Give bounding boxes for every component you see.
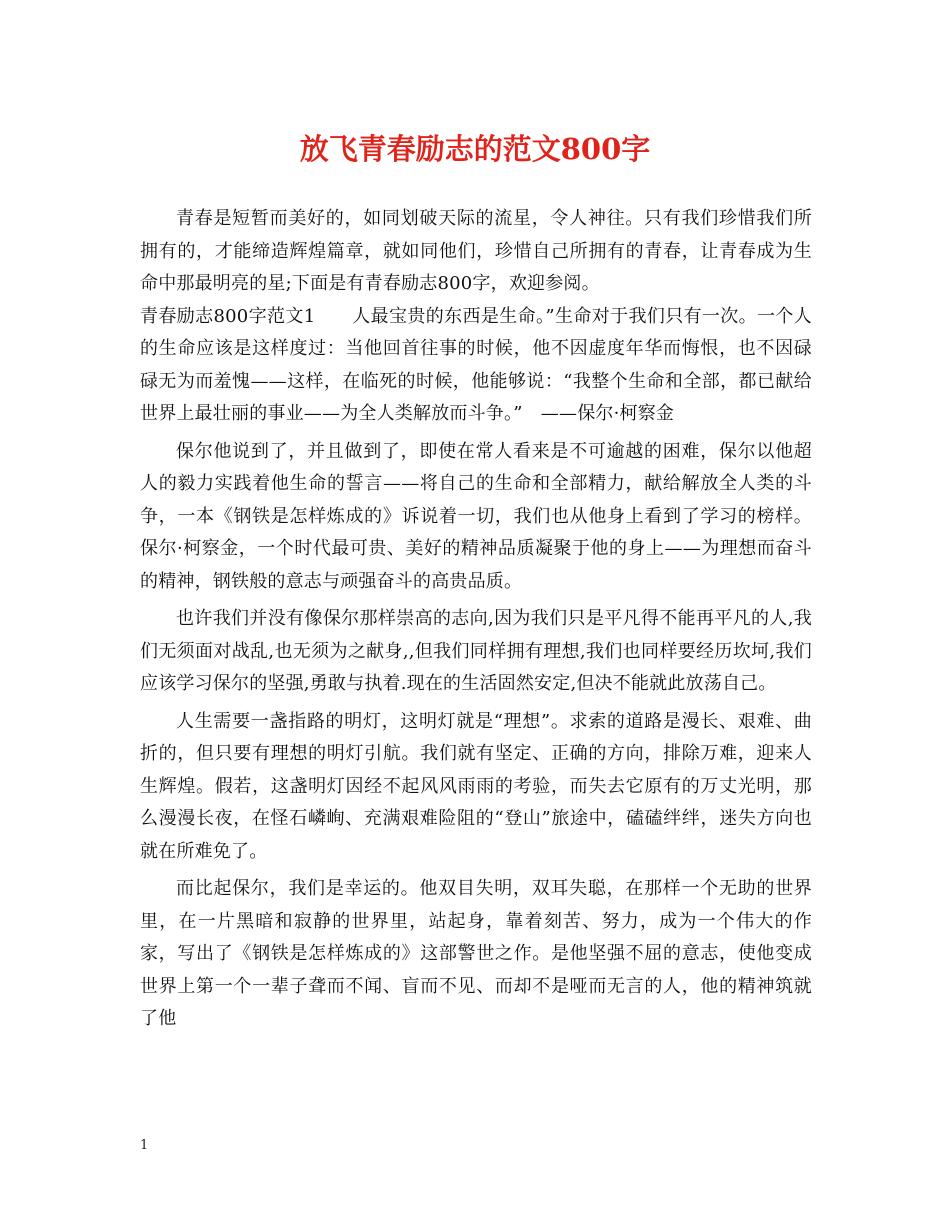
body-paragraph: 人生需要一盏指路的明灯，这明灯就是“理想”。求索的道路是漫长、艰难、曲折的，但只要有理想的明灯引航。我们就有坚定、正确的方向，排除万难，迎来人生辉煌。假若，这盏明灯因经不起风风雨雨的考验，而失去它原有的万丈光明，那么漫漫长夜，在怪石嶙峋、充满艰难险阻的“登山”旅途中，磕磕绊绊，迷失方向也就在所难免了。 [140, 710, 812, 862]
intro-paragraph: 青春是短暂而美好的，如同划破天际的流星，令人神往。只有我们珍惜我们所拥有的，才能缔造辉煌篇章，就如同他们，珍惜自己所拥有的青春，让青春成为生命中那最明亮的星;下面是有青春励志800字，欢迎参阅。 [140, 208, 812, 294]
body-paragraph: 也许我们并没有像保尔那样崇高的志向,因为我们只是平凡得不能再平凡的人,我们无须面对战乱,也无须为之献身,,但我们同样拥有理想,我们也同样要经历坎坷,我们应该学习保尔的坚强,勇敢与执着.现在的生活固然安定,但决不能就此放荡自己。 [140, 608, 812, 694]
body-paragraph: 而比起保尔，我们是幸运的。他双目失明，双耳失聪，在那样一个无助的世界里，在一片黑暗和寂静的世界里，站起身，靠着刻苦、努力，成为一个伟大的作家，写出了《钢铁是怎样炼成的》这部警世之作。是他坚强不屈的意志，使他变成世界上第一个一辈子聋而不闻、盲而不见、而却不是哑而无言的人，他的精神筑就了他 [140, 878, 812, 1029]
document-title: 放飞青春励志的范文800字 [299, 132, 651, 166]
page-number: 1 [140, 1138, 149, 1153]
body-paragraph: 保尔他说到了，并且做到了，即使在常人看来是不可逾越的困难，保尔以他超人的毅力实践着他生命的誓言——将自己的生命和全部精力，献给解放全人类的斗争，一本《钢铁是怎样炼成的》诉说着一切，我们也从他身上看到了学习的榜样。保尔·柯察金，一个时代最可贵、美好的精神品质凝聚于他的身上——为理想而奋斗的精神，钢铁般的意志与顽强奋斗的高贵品质。 [140, 440, 812, 592]
section-heading-paragraph: 青春励志800字范文1 人最宝贵的东西是生命。”生命对于我们只有一次。一个人的生命应该是这样度过：当他回首往事的时候，他不因虚度年华而悔恨，也不因碌碌无为而羞愧——这样，在临死的时候，他能够说：“我整个生命和全部，都已献给世界上最壮丽的事业——为全人类解放而斗争。” ——保尔·柯察金 [140, 305, 812, 424]
document-body [140, 203, 812, 1036]
